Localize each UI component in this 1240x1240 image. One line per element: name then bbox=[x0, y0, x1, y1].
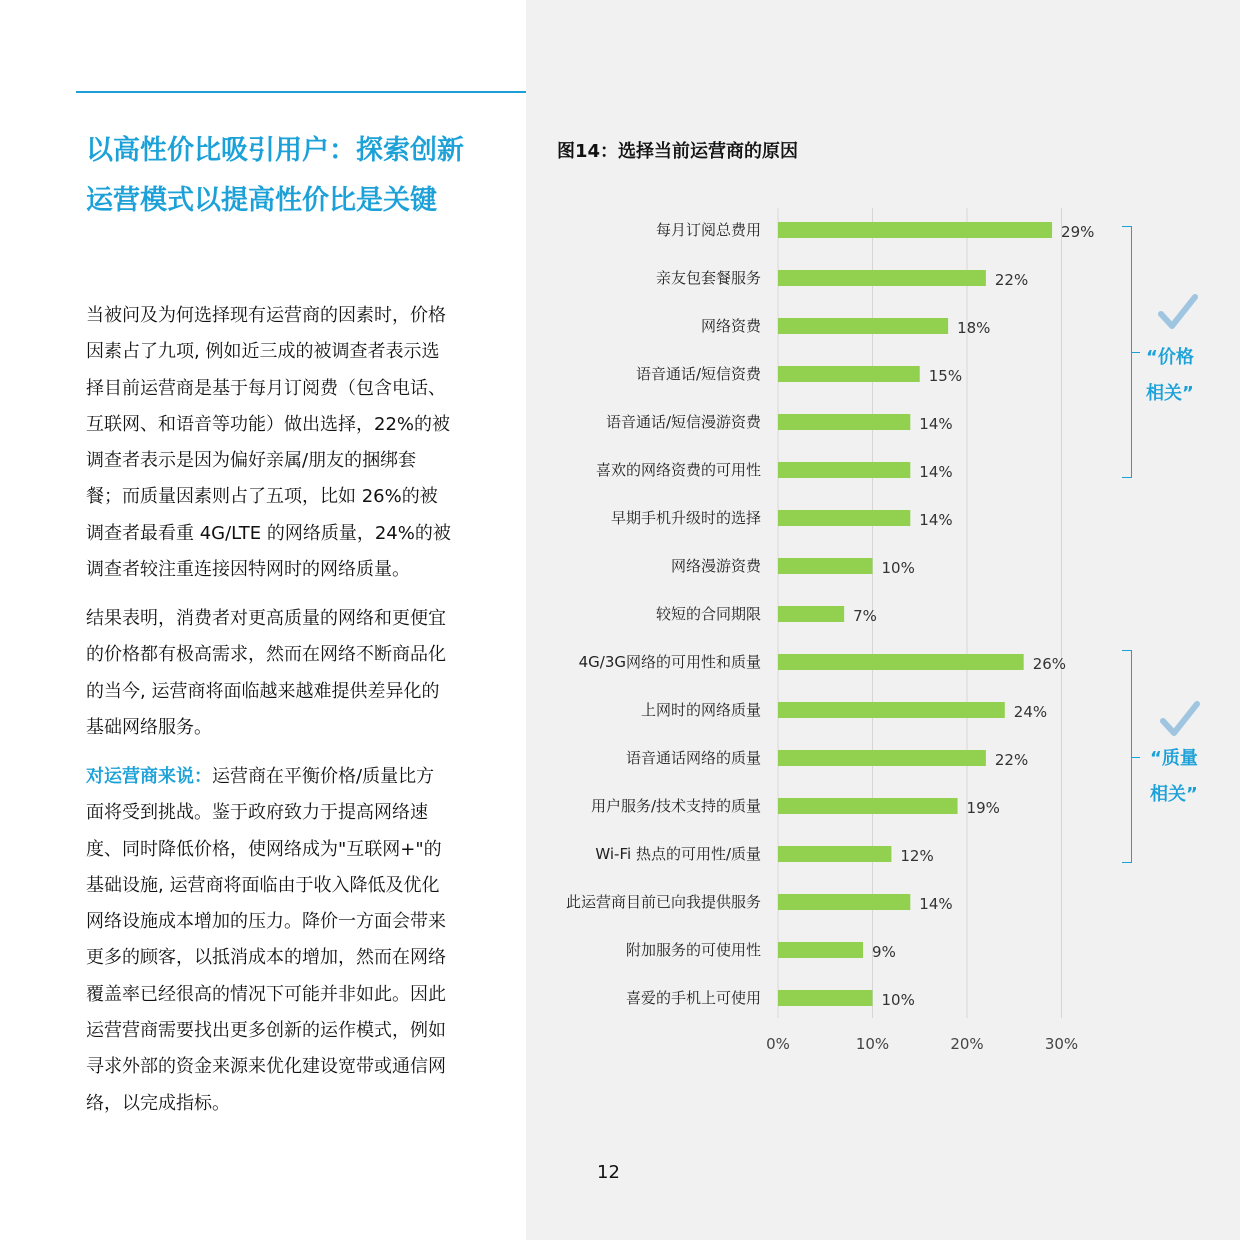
text-line: 络，以完成指标。 bbox=[86, 1092, 230, 1114]
paragraph-3 bbox=[86, 759, 506, 1122]
bar bbox=[778, 366, 920, 382]
text-line: 覆盖率已经很高的情况下可能并非如此。因此 bbox=[86, 983, 446, 1005]
value-label: 10% bbox=[881, 559, 915, 577]
bar bbox=[778, 942, 863, 958]
text-line bbox=[86, 759, 506, 795]
price-group-label bbox=[1146, 340, 1194, 412]
figure-title: 图14：选择当前运营商的原因 bbox=[557, 141, 799, 162]
bar-chart bbox=[526, 200, 1126, 1070]
category-label: 此运营商目前已向我提供服务 bbox=[565, 893, 761, 911]
checkmark-icon bbox=[1158, 293, 1198, 333]
bar bbox=[778, 606, 844, 622]
quality-group-label bbox=[1150, 741, 1198, 813]
group-label-line: “价格 bbox=[1146, 347, 1194, 368]
bar bbox=[778, 462, 910, 478]
paragraph-2 bbox=[86, 601, 506, 746]
highlight-lead: 对运营商来说： bbox=[86, 766, 212, 787]
text-line: 的价格都有极高需求，然而在网络不断商品化 bbox=[86, 644, 446, 666]
value-label: 12% bbox=[900, 847, 934, 865]
bar bbox=[778, 798, 958, 814]
bar bbox=[778, 846, 891, 862]
text-line: 寻求外部的资金来源来优化建设宽带或通信网 bbox=[86, 1056, 446, 1078]
category-label: 早期手机升级时的选择 bbox=[610, 509, 761, 527]
category-label: 语音通话/短信资费 bbox=[635, 365, 761, 383]
value-label: 9% bbox=[872, 943, 896, 961]
headline bbox=[86, 126, 516, 226]
category-label: 上网时的网络质量 bbox=[640, 701, 761, 719]
bar bbox=[778, 270, 986, 286]
value-label: 14% bbox=[919, 511, 953, 529]
bar bbox=[778, 510, 910, 526]
bar bbox=[778, 990, 873, 1006]
bar bbox=[778, 558, 873, 574]
paragraph-1 bbox=[86, 298, 506, 588]
bracket-tick bbox=[1131, 352, 1140, 353]
category-label: 用户服务/技术支持的质量 bbox=[590, 797, 761, 815]
bar bbox=[778, 702, 1005, 718]
x-tick-label: 0% bbox=[766, 1035, 790, 1053]
category-label: 亲友包套餐服务 bbox=[655, 269, 761, 287]
category-label: Wi-Fi 热点的可用性/质量 bbox=[595, 845, 761, 863]
text-line: 结果表明，消费者对更高质量的网络和更便宜 bbox=[86, 608, 446, 629]
text-line: 网络设施成本增加的压力。降价一方面会带来 bbox=[86, 911, 446, 933]
headline-line-2: 运营模式以提高性价比是关键 bbox=[86, 185, 437, 216]
x-tick-label: 20% bbox=[950, 1035, 984, 1053]
text-line: 餐；而质量因素则占了五项，比如 26%的被 bbox=[86, 486, 438, 508]
text-line: 基础设施, 运营商将面临由于收入降低及优化 bbox=[86, 874, 440, 896]
text-line: 的当今, 运营商将面临越来越难提供差异化的 bbox=[86, 680, 440, 702]
value-label: 14% bbox=[919, 463, 953, 481]
bar bbox=[778, 222, 1052, 238]
category-label: 较短的合同期限 bbox=[655, 605, 761, 623]
text-fragment: 运营商在平衡价格/质量比方 bbox=[212, 766, 435, 787]
category-label: 4G/3G网络的可用性和质量 bbox=[578, 653, 761, 671]
text-line: 基础网络服务。 bbox=[86, 716, 212, 738]
x-tick-label: 10% bbox=[855, 1035, 890, 1053]
category-label: 网络资费 bbox=[700, 317, 761, 335]
top-divider bbox=[76, 91, 526, 93]
category-label: 附加服务的可使用性 bbox=[625, 941, 761, 959]
value-label: 26% bbox=[1032, 655, 1067, 673]
text-line: 更多的顾客，以抵消成本的增加，然而在网络 bbox=[86, 947, 446, 969]
group-label-line: 相关” bbox=[1150, 784, 1198, 805]
text-line: 当被问及为何选择现有运营商的因素时，价格 bbox=[86, 305, 446, 326]
text-line: 调查者较注重连接因特网时的网络质量。 bbox=[86, 559, 410, 581]
value-label: 14% bbox=[919, 415, 953, 433]
bar bbox=[778, 414, 910, 430]
category-label: 语音通话网络的质量 bbox=[625, 749, 761, 767]
bar bbox=[778, 894, 910, 910]
page-number: 12 bbox=[597, 1162, 620, 1183]
value-label: 24% bbox=[1013, 703, 1048, 721]
value-label: 19% bbox=[966, 799, 1000, 817]
text-line: 调查者最看重 4G/LTE 的网络质量，24%的被 bbox=[86, 522, 451, 544]
text-line: 因素占了九项, 例如近三成的被调查者表示选 bbox=[86, 341, 440, 363]
category-label: 网络漫游资费 bbox=[670, 557, 761, 575]
value-label: 7% bbox=[853, 607, 877, 625]
value-label: 10% bbox=[881, 991, 915, 1009]
bar bbox=[778, 750, 986, 766]
price-group-bracket bbox=[1122, 226, 1132, 478]
value-label: 22% bbox=[994, 751, 1029, 769]
bar bbox=[778, 318, 948, 334]
bar bbox=[778, 654, 1024, 670]
group-label-line: 相关” bbox=[1146, 383, 1194, 404]
value-label: 18% bbox=[957, 319, 991, 337]
value-label: 29% bbox=[1061, 223, 1095, 241]
text-line: 调查者表示是因为偏好亲属/朋友的捆绑套 bbox=[86, 450, 417, 472]
text-line: 面将受到挑战。鉴于政府致力于提高网络速 bbox=[86, 802, 428, 824]
value-label: 22% bbox=[994, 271, 1029, 289]
text-line: 择目前运营商是基于每月订阅费（包含电话、 bbox=[86, 377, 446, 399]
headline-line-1: 以高性价比吸引用户：探索创新 bbox=[86, 135, 464, 166]
text-line: 互联网、和语音等功能）做出选择，22%的被 bbox=[86, 413, 451, 435]
category-label: 每月订阅总费用 bbox=[655, 221, 761, 239]
value-label: 14% bbox=[919, 895, 953, 913]
category-label: 喜爱的手机上可使用 bbox=[625, 989, 761, 1007]
x-tick-label: 30% bbox=[1044, 1035, 1079, 1053]
bracket-tick bbox=[1131, 757, 1140, 758]
text-line: 度、同时降低价格，使网络成为"互联网+"的 bbox=[86, 838, 442, 860]
text-line: 运营营商需要找出更多创新的运作模式，例如 bbox=[86, 1020, 446, 1042]
category-label: 语音通话/短信漫游资费 bbox=[605, 413, 761, 431]
checkmark-icon bbox=[1160, 700, 1200, 740]
category-label: 喜欢的网络资费的可用性 bbox=[595, 461, 761, 479]
quality-group-bracket bbox=[1122, 650, 1132, 863]
group-label-line: “质量 bbox=[1150, 748, 1198, 769]
value-label: 15% bbox=[928, 367, 963, 385]
